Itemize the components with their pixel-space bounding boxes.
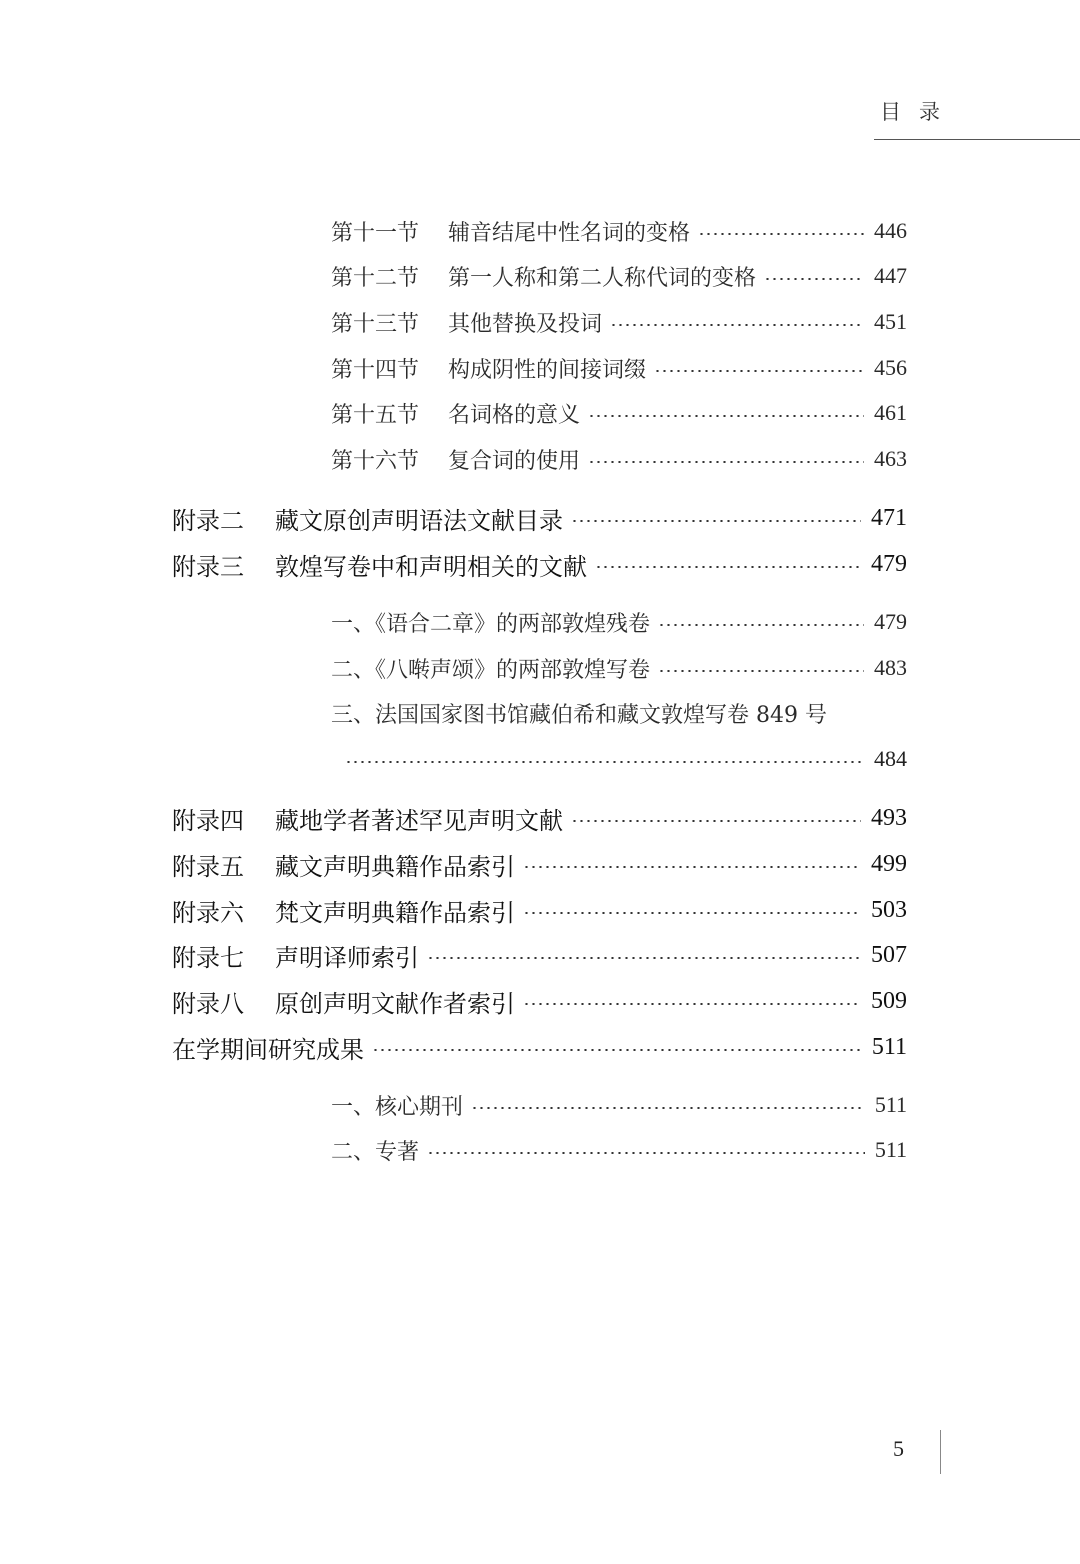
page-number: 5	[893, 1436, 904, 1461]
section-title: 其他替换及投词	[448, 311, 603, 337]
page-ref: 463	[874, 446, 907, 471]
toc-entry-appendix[interactable]	[172, 547, 907, 581]
toc-entry-section[interactable]	[331, 396, 907, 430]
section-label: 第十六节	[331, 448, 420, 474]
running-head-char-2: 录	[919, 100, 940, 124]
page-ref: 499	[871, 850, 907, 877]
page-ref: 509	[871, 987, 907, 1014]
toc-entry-subitem[interactable]	[331, 651, 907, 685]
toc-entry-section[interactable]	[331, 305, 907, 339]
appendix-label: 附录二	[172, 506, 244, 535]
page-ref: 511	[874, 1092, 907, 1117]
dot-leader	[588, 415, 864, 417]
dot-leader	[658, 624, 864, 626]
dot-leader	[658, 670, 864, 672]
toc-entry-section[interactable]	[331, 214, 907, 248]
appendix-label: 附录八	[172, 989, 244, 1018]
appendix-title: 藏文原创声明语法文献目录	[275, 506, 563, 535]
dot-leader	[523, 866, 861, 868]
subitem-title: 二、《八啭声颂》的两部敦煌写卷	[331, 657, 651, 683]
section-title: 第一人称和第二人称代词的变格	[448, 265, 757, 291]
dot-leader	[571, 820, 861, 822]
appendix-label: 附录四	[172, 806, 244, 835]
section-label: 第十一节	[331, 220, 420, 246]
subitem-title: 一、《语合二章》的两部敦煌残卷	[331, 611, 651, 637]
section-label: 第十二节	[331, 265, 420, 291]
page-number-rule	[940, 1430, 941, 1474]
appendix-title: 敦煌写卷中和声明相关的文献	[275, 552, 587, 581]
toc-entry-subitem[interactable]	[331, 605, 907, 639]
page-ref: 461	[874, 400, 907, 425]
toc-entry-appendix[interactable]	[172, 893, 907, 927]
appendix-label: 附录三	[172, 552, 244, 581]
appendix-title: 原创声明文献作者索引	[275, 989, 515, 1018]
page-ref: 484	[874, 746, 907, 771]
section-title: 名词格的意义	[448, 402, 581, 428]
dot-leader	[372, 1049, 862, 1051]
toc-entry-continuation[interactable]	[345, 742, 907, 776]
toc-entry-subitem[interactable]	[331, 1088, 907, 1122]
subitem-title: 二、专著	[331, 1139, 420, 1165]
dot-leader	[654, 370, 864, 372]
section-title: 辅音结尾中性名词的变格	[448, 220, 691, 246]
toc-entry-section[interactable]	[331, 442, 907, 476]
toc-entry-appendix[interactable]	[172, 847, 907, 881]
dot-leader	[427, 957, 861, 959]
subitem-title: 三、法国国家图书馆藏伯希和藏文敦煌写卷 849 号	[331, 702, 827, 728]
section-title: 复合词的使用	[448, 448, 581, 474]
appendix-label: 附录六	[172, 898, 244, 927]
running-head-char-1: 目	[880, 100, 901, 124]
dot-leader	[588, 461, 864, 463]
page-ref: 483	[874, 655, 907, 680]
header-rule	[874, 139, 1080, 140]
toc-entry-research[interactable]	[172, 1030, 907, 1064]
page-ref: 456	[874, 355, 907, 380]
toc-entry-appendix[interactable]	[172, 984, 907, 1018]
toc-entry-appendix[interactable]	[172, 938, 907, 972]
running-head	[880, 96, 940, 126]
page-ref: 479	[871, 550, 907, 577]
page-ref: 451	[874, 309, 907, 334]
dot-leader	[427, 1152, 865, 1154]
appendix-title: 声明译师索引	[275, 943, 419, 972]
dot-leader	[345, 761, 864, 763]
section-title: 构成阴性的间接词缀	[448, 357, 647, 383]
section-label: 第十五节	[331, 402, 420, 428]
toc-entry-subitem[interactable]	[331, 696, 907, 730]
page-ref: 479	[874, 609, 907, 634]
appendix-title: 梵文声明典籍作品索引	[275, 898, 515, 927]
dot-leader	[471, 1107, 865, 1109]
page-ref: 446	[874, 218, 907, 243]
dot-leader	[610, 324, 864, 326]
dot-leader	[698, 233, 864, 235]
page-ref: 511	[874, 1137, 907, 1162]
appendix-title: 藏地学者著述罕见声明文献	[275, 806, 563, 835]
subitem-title: 一、核心期刊	[331, 1094, 464, 1120]
page-ref: 471	[871, 504, 907, 531]
dot-leader	[571, 520, 861, 522]
page-ref: 503	[871, 896, 907, 923]
appendix-label: 附录五	[172, 852, 244, 881]
toc-entry-section[interactable]	[331, 351, 907, 385]
section-label: 第十三节	[331, 311, 420, 337]
research-title: 在学期间研究成果	[172, 1035, 364, 1064]
page-ref: 507	[871, 941, 907, 968]
toc-entry-subitem[interactable]	[331, 1133, 907, 1167]
toc-entry-section[interactable]	[331, 259, 907, 293]
appendix-label: 附录七	[172, 943, 244, 972]
toc-entry-appendix[interactable]	[172, 801, 907, 835]
dot-leader	[595, 566, 861, 568]
dot-leader	[523, 912, 861, 914]
page-ref: 447	[874, 263, 907, 288]
page-ref: 493	[871, 804, 907, 831]
toc-entry-appendix[interactable]	[172, 501, 907, 535]
dot-leader	[764, 278, 864, 280]
dot-leader	[523, 1003, 861, 1005]
section-label: 第十四节	[331, 357, 420, 383]
page-ref: 511	[871, 1033, 907, 1060]
appendix-title: 藏文声明典籍作品索引	[275, 852, 515, 881]
